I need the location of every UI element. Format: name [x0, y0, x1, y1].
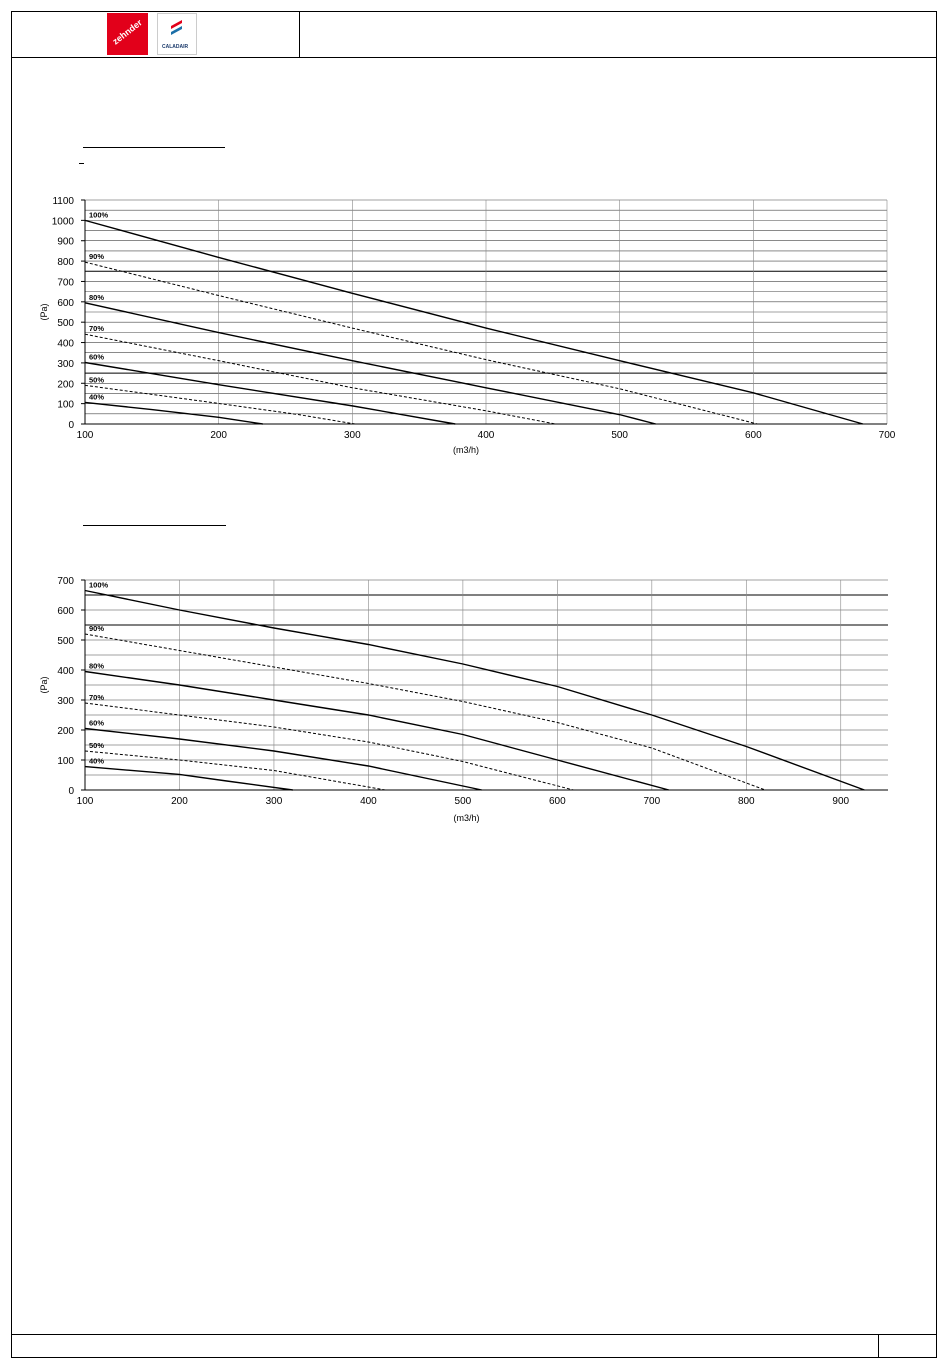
y-tick-label: 200: [57, 379, 74, 391]
y-tick-label: 1100: [52, 196, 74, 207]
zehnder-logo: [107, 13, 148, 55]
caladair-logo-mark: [158, 14, 196, 44]
chart-1: [30, 188, 910, 463]
x-tick-label: 100: [76, 430, 94, 441]
series-label: 50%: [89, 741, 105, 750]
y-tick-label: 600: [57, 297, 74, 309]
y-tick-label: 600: [57, 606, 74, 617]
x-tick-label: 900: [832, 796, 850, 807]
series-label: 60%: [89, 718, 105, 728]
x-tick-label: 700: [643, 796, 661, 807]
y-tick-label: 300: [57, 696, 74, 707]
y-tick-label: 400: [57, 666, 74, 677]
chart-2: [30, 570, 910, 830]
y-axis-label: (Pa): [39, 676, 49, 694]
series-label: 100%: [89, 210, 109, 220]
x-tick-label: 600: [549, 796, 566, 807]
y-tick-label: 200: [57, 726, 74, 737]
x-tick-label: 400: [360, 796, 377, 807]
series-line-80pct: [85, 672, 669, 791]
series-label: 90%: [89, 624, 105, 633]
series-label: 80%: [89, 661, 105, 671]
series-label: 70%: [89, 693, 105, 702]
y-tick-label: 400: [57, 338, 74, 350]
series-line-70pct: [85, 703, 573, 790]
footer-divider: [11, 1334, 937, 1335]
caladair-logo: [157, 13, 197, 55]
series-line-60pct: [85, 729, 482, 791]
x-tick-label: 300: [343, 430, 361, 441]
chart1-dash-mark: [79, 163, 84, 164]
y-tick-label: 0: [68, 786, 74, 797]
series-label: 60%: [89, 352, 105, 362]
x-axis-label: (m3/h): [452, 445, 480, 455]
x-tick-label: 300: [265, 796, 283, 807]
y-axis-label: (Pa): [39, 303, 49, 321]
y-tick-label: 500: [57, 636, 74, 647]
x-tick-label: 700: [878, 430, 896, 441]
series-line-90pct: [85, 634, 765, 790]
y-tick-label: 700: [57, 277, 74, 289]
x-tick-label: 800: [737, 796, 755, 807]
y-tick-label: 900: [57, 236, 74, 248]
x-tick-label: 400: [477, 430, 495, 441]
x-tick-label: 600: [744, 430, 762, 441]
header-divider: [11, 57, 937, 58]
series-line-80pct: [85, 303, 656, 424]
x-tick-label: 100: [76, 796, 94, 807]
chart2-title-rule: [83, 525, 226, 526]
zehnder-logo-text: zehnder: [110, 17, 144, 47]
x-tick-label: 200: [171, 796, 188, 807]
series-label: 50%: [89, 375, 105, 385]
x-tick-label: 200: [210, 430, 228, 441]
header-column-divider: [299, 11, 300, 58]
y-tick-label: 1000: [51, 216, 74, 228]
series-label: 100%: [89, 580, 109, 590]
caladair-logo-text: CALADAIR: [162, 44, 189, 50]
y-tick-label: 800: [57, 257, 74, 269]
y-tick-label: 700: [57, 576, 74, 587]
chart1-title-rule: [83, 147, 225, 148]
series-label: 40%: [89, 756, 105, 766]
footer-column-divider: [878, 1334, 879, 1358]
series-line-40pct: [85, 767, 293, 790]
x-tick-label: 500: [454, 796, 472, 807]
y-tick-label: 300: [57, 358, 74, 370]
x-axis-label: (m3/h): [453, 813, 480, 823]
series-label: 90%: [89, 252, 105, 262]
y-tick-label: 100: [57, 756, 74, 767]
y-tick-label: 500: [57, 318, 74, 330]
series-label: 40%: [89, 392, 105, 402]
y-tick-label: 0: [68, 420, 74, 431]
series-line-50pct: [85, 385, 355, 424]
series-label: 80%: [89, 292, 105, 302]
series-label: 70%: [89, 324, 105, 334]
x-tick-label: 500: [611, 430, 629, 441]
y-tick-label: 100: [57, 399, 74, 411]
